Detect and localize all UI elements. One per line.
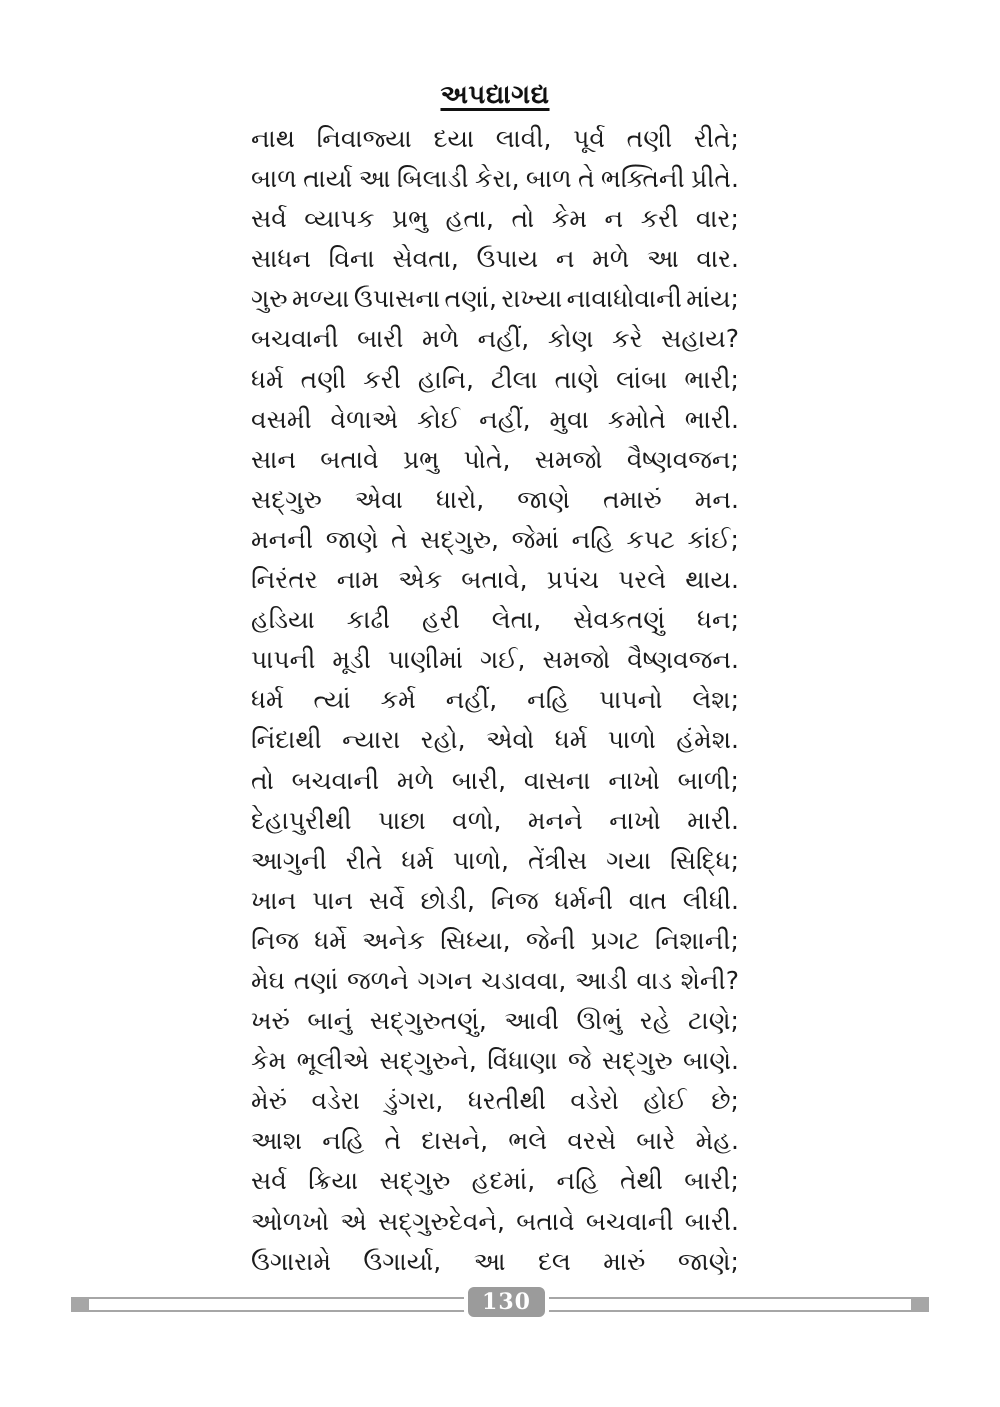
poem-word: પ્રભુ [391, 204, 429, 234]
poem-word: પોતે, [463, 444, 511, 474]
poem-word: પાળો [607, 725, 656, 755]
poem-word: શેની? [680, 965, 739, 995]
poem-word: વસમી [251, 404, 312, 434]
poem-word: રીતે [345, 845, 383, 875]
page-number: 130 [482, 1289, 531, 1315]
poem-line [251, 720, 739, 760]
poem-word: ધર્મે [314, 925, 347, 955]
poem-word: મનને [527, 805, 583, 835]
poem-word: ત્યાં [313, 685, 351, 715]
poem-line [251, 279, 739, 319]
poem-word: તો [511, 204, 535, 234]
poem-line [251, 319, 739, 359]
poem-word: ધર્મની [554, 885, 613, 915]
poem-word: ઉગાર્યા, [363, 1246, 442, 1276]
poem-word: પાપનો [599, 685, 663, 715]
poem-word: હડિયા [251, 605, 315, 635]
poem-word: નિશાની; [655, 925, 739, 955]
poem-word: ટાણે; [688, 1006, 739, 1036]
poem-line [251, 640, 739, 680]
poem-word: કર્મ [380, 685, 416, 715]
poem-word: પાપની [251, 645, 316, 675]
poem-word: ખાન [251, 885, 297, 915]
poem-word: પરલે [618, 565, 667, 595]
poem-word: રહો, [420, 725, 466, 755]
poem-word: કેમ [251, 1046, 287, 1076]
poem-word: લેશ; [692, 685, 739, 715]
poem-word: એક [398, 565, 443, 595]
poem-word: જાણે [325, 524, 379, 554]
poem-word: વૈષ્ણવજન; [626, 444, 739, 474]
poem-line [251, 560, 739, 600]
poem-word: સેવતા, [392, 244, 459, 274]
poem-word: જે [567, 1046, 592, 1076]
poem-word: કેમ [551, 204, 588, 234]
poem-word: સદ્ગુરુને, [379, 1046, 477, 1076]
poem-word: આગુની [251, 845, 327, 875]
poem-word: એ [340, 1206, 367, 1236]
poem-word: સમજો [534, 444, 603, 474]
poem-line [251, 1081, 739, 1121]
poem-word: પૂર્વ [573, 124, 605, 153]
poem-line [251, 961, 739, 1001]
poem-word: ડુંગરા, [384, 1086, 444, 1116]
poem-line [251, 239, 739, 279]
poem-word: સેવકતણું [573, 605, 666, 635]
poem-word: બતાવે [516, 1206, 575, 1236]
poem-word: લાંબા [616, 364, 668, 394]
poem-word: ખરું [251, 1006, 290, 1036]
poem-word: ધર્મ [401, 845, 435, 875]
poem-word: કાઢી [346, 605, 391, 635]
poem-word: વેળાએ [330, 404, 399, 434]
poem-word: કરી [640, 204, 679, 234]
poem-line [251, 1161, 739, 1201]
poem-word: ગુરુ [251, 284, 288, 314]
poem-word: સહાય? [661, 324, 739, 354]
poem-word: મેઘ [251, 965, 285, 995]
poem-word: વાત [628, 885, 667, 915]
poem-word: કમોતે [607, 404, 666, 434]
poem-word: મળે [421, 324, 460, 354]
poem-line [251, 1041, 739, 1081]
poem-line [251, 680, 739, 720]
poem [251, 119, 739, 1282]
poem-word: બચવાની [251, 324, 339, 354]
poem-word: નહિ [322, 1126, 365, 1156]
poem-line [251, 761, 739, 801]
poem-word: એવો [486, 725, 535, 755]
poem-word: લેતા, [491, 605, 542, 635]
poem-word: મારી. [687, 805, 739, 835]
poem-word: વાર. [696, 244, 739, 274]
poem-word: છોડી, [420, 885, 475, 915]
poem-line [251, 921, 739, 961]
poem-word: બચવાની [291, 765, 380, 795]
poem-word: આ [358, 164, 391, 194]
poem-word: પ્રપંચ [546, 565, 600, 595]
poem-word: કેરા, [474, 164, 520, 194]
poem-word: ભૂલીએ [296, 1046, 370, 1076]
poem-line [251, 440, 739, 480]
poem-line [251, 1242, 739, 1282]
poem-word: મન. [694, 484, 739, 514]
poem-word: મળે [592, 244, 630, 274]
poem-word: જળને [346, 965, 409, 995]
poem-word: મળ્યા [292, 284, 350, 314]
poem-word: સદ્ગુરુ [251, 484, 322, 514]
poem-line [251, 520, 739, 560]
poem-word: દાસને, [421, 1126, 489, 1156]
poem-word: બાળી; [677, 765, 739, 795]
poem-word: હતા, [445, 204, 494, 234]
poem-line [251, 1202, 739, 1242]
poem-word: કોઈ [417, 404, 461, 434]
page-title: અપદ્યાગદ્ય [440, 80, 550, 110]
poem-word: સદ્ગુરુદેવને, [378, 1206, 505, 1236]
poem-word: બાનું [307, 1006, 353, 1036]
poem-word: બાણે. [683, 1046, 739, 1076]
poem-word: તે [391, 524, 408, 554]
poem-word: ધર્મ [251, 364, 284, 394]
poem-line [251, 801, 739, 841]
poem-word: ઉપાય [476, 244, 539, 274]
poem-word: આડી [575, 965, 628, 995]
poem-word: રાખ્યા [501, 284, 563, 314]
poem-word: નહિ [527, 685, 570, 715]
poem-word: વડેરો [570, 1086, 619, 1116]
poem-word: પ્રભુ [402, 444, 440, 474]
poem-word: સાધન [251, 244, 312, 274]
poem-word: નિંદાથી [251, 725, 322, 755]
poem-word: ઉગારામે [251, 1246, 331, 1276]
footer-right-cap [911, 1297, 929, 1312]
poem-word: નિજ [490, 885, 539, 915]
poem-word: બચવાની [585, 1206, 674, 1236]
poem-word: હોઈ [643, 1086, 687, 1116]
poem-line [251, 1121, 739, 1161]
poem-word: બિલાડી [396, 164, 469, 194]
poem-word: નિરંતર [251, 565, 318, 595]
poem-word: દેહાપુરીથી [251, 805, 352, 835]
poem-word: વ્યાપક [304, 204, 375, 234]
poem-word: બતાવે, [461, 565, 528, 595]
poem-word: વાડ [636, 965, 672, 995]
poem-word: વૈષ્ણવજન. [627, 645, 739, 675]
poem-word: સિદ્ધિ; [670, 845, 739, 875]
poem-word: આ [646, 244, 679, 274]
poem-word: નાવાધોવાની [566, 284, 682, 314]
poem-word: કપટ [626, 524, 675, 554]
poem-word: કરી [363, 364, 401, 394]
poem-word: ગયા [606, 845, 652, 875]
poem-word: નાખો [608, 765, 660, 795]
poem-word: મેહ. [695, 1126, 739, 1156]
poem-word: ભક્તિની [600, 164, 685, 194]
poem-word: વાસના [523, 765, 591, 795]
poem-word: માંય; [686, 284, 739, 314]
poem-line [251, 159, 739, 199]
poem-word: તણી [300, 364, 347, 394]
poem-word: ચડાવવા, [481, 965, 567, 995]
poem-word: હરી [421, 605, 460, 635]
poem-line [251, 400, 739, 440]
poem-word: જાણે; [677, 1246, 739, 1276]
poem-word: ક્રિયા [308, 1166, 359, 1196]
poem-word: નાથ [251, 124, 295, 153]
poem-word: વડેરા [311, 1086, 360, 1116]
poem-word: આશ [251, 1126, 303, 1156]
poem-line [251, 1001, 739, 1041]
page-number-badge [464, 1283, 549, 1321]
poem-word: ધરતીથી [467, 1086, 546, 1116]
poem-word: બાળ [525, 164, 572, 194]
poem-word: મેરું [251, 1086, 287, 1116]
poem-word: તાણે [554, 364, 600, 394]
poem-word: વિંધાણા [487, 1046, 558, 1076]
poem-word: નહીં, [477, 324, 530, 354]
poem-word: ભલે [508, 1126, 548, 1156]
poem-word: ન [604, 204, 624, 234]
poem-word: સદ્ગુરુ, [420, 524, 499, 554]
poem-word: ગગન [417, 965, 473, 995]
poem-word: કાંઈ; [687, 524, 739, 554]
poem-line [251, 480, 739, 520]
poem-word: નિજ [251, 925, 299, 955]
poem-word: લાવી, [495, 124, 552, 153]
poem-word: મુવા [549, 404, 589, 434]
poem-word: ઊભું [576, 1006, 623, 1036]
poem-word: મનની [251, 524, 314, 554]
poem-word: તાર્યા [303, 164, 353, 194]
poem-word: નામ [336, 565, 380, 595]
poem-word: પાન [312, 885, 354, 915]
poem-word: તેંત્રીસ [527, 845, 588, 875]
poem-word: સિધ્યા, [440, 925, 511, 955]
poem-word: નહીં, [479, 404, 531, 434]
poem-word: મૂડી [332, 645, 371, 675]
poem-word: જેની [525, 925, 576, 955]
poem-word: એવા [354, 484, 403, 514]
poem-word: સર્વ [251, 1166, 287, 1196]
poem-word: નહિ [556, 1166, 599, 1196]
poem-word: વાર; [695, 204, 739, 234]
poem-word: સદ્ગુરુ [601, 1046, 673, 1076]
poem-word: મારું [603, 1246, 646, 1276]
poem-word: પાળો, [452, 845, 510, 875]
poem-line [251, 600, 739, 640]
poem-line [251, 881, 739, 921]
poem-word: રહે [639, 1006, 671, 1036]
poem-word: ધારો, [435, 484, 485, 514]
poem-word: તણી [626, 124, 673, 153]
poem-word: વરસે [567, 1126, 617, 1156]
poem-word: સદ્ગુરુતણું, [369, 1006, 487, 1036]
poem-word: આ [473, 1246, 506, 1276]
poem-line [251, 360, 739, 400]
footer-left-cap [71, 1297, 89, 1312]
poem-word: બતાવે [320, 444, 379, 474]
poem-word: બાળ [251, 164, 297, 194]
poem-word: પાછા [377, 805, 426, 835]
poem-word: લીધી. [682, 885, 739, 915]
poem-word: બારી; [684, 1166, 739, 1196]
poem-word: દયા [433, 124, 475, 153]
poem-word: વિના [328, 244, 375, 274]
poem-word: હદમાં, [471, 1166, 536, 1196]
poem-word: કરે [611, 324, 643, 354]
poem-word: તે [577, 164, 595, 194]
poem-word: જાણે [517, 484, 570, 514]
poem-word: પ્રગટ [590, 925, 640, 955]
poem-word: ટીલા [490, 364, 538, 394]
poem-word: ગઈ, [479, 645, 526, 675]
poem-word: ન્યારા [342, 725, 401, 755]
poem-word: થાય. [685, 565, 739, 595]
poem-word: નહીં, [445, 685, 498, 715]
poem-word: તે [384, 1126, 402, 1156]
poem-line [251, 199, 739, 239]
poem-word: તમારું [603, 484, 662, 514]
poem-word: મળે [396, 765, 435, 795]
poem-word: કોણ [547, 324, 594, 354]
poem-word: રીતે; [693, 124, 739, 153]
poem-word: અનેક [362, 925, 425, 955]
poem-word: સદ્ગુરુ [379, 1166, 451, 1196]
poem-word: તો [251, 765, 274, 795]
poem-word: સર્વ [251, 204, 287, 234]
poem-word: છે; [711, 1086, 739, 1116]
poem-word: હંમેશ. [676, 725, 739, 755]
poem-word: પાણીમાં [387, 645, 463, 675]
poem-word: ન [555, 244, 575, 274]
poem-word: ધર્મ [554, 725, 588, 755]
poem-word: ઉપાસના [353, 284, 441, 314]
poem-line [251, 841, 739, 881]
poem-word: બારી [357, 324, 404, 354]
poem-word: તણાં, [444, 284, 497, 314]
poem-word: ભારી; [684, 364, 739, 394]
poem-word: તણાં [293, 965, 339, 995]
poem-word: જેમાં [511, 524, 560, 554]
poem-word: નાખો [609, 805, 661, 835]
poem-word: સર્વે [368, 885, 405, 915]
poem-word: સાન [251, 444, 297, 474]
poem-word: નહિ [571, 524, 614, 554]
poem-word: પ્રીતે. [691, 164, 739, 194]
poem-word: વળો, [452, 805, 502, 835]
poem-word: તેથી [619, 1166, 663, 1196]
poem-word: બારે [636, 1126, 676, 1156]
poem-word: દલ [537, 1246, 571, 1276]
poem-word: હાનિ, [417, 364, 474, 394]
poem-word: ભારી. [684, 404, 739, 434]
poem-line [251, 119, 739, 159]
poem-word: ધર્મ [251, 685, 284, 715]
poem-word: બારી, [451, 765, 507, 795]
poem-word: સમજો [542, 645, 611, 675]
poem-word: આવી [504, 1006, 559, 1036]
poem-word: નિવાજ્યા [316, 124, 412, 153]
poem-word: ધન; [696, 605, 739, 635]
poem-word: બારી. [684, 1206, 739, 1236]
poem-word: ઓળખો [251, 1206, 330, 1236]
